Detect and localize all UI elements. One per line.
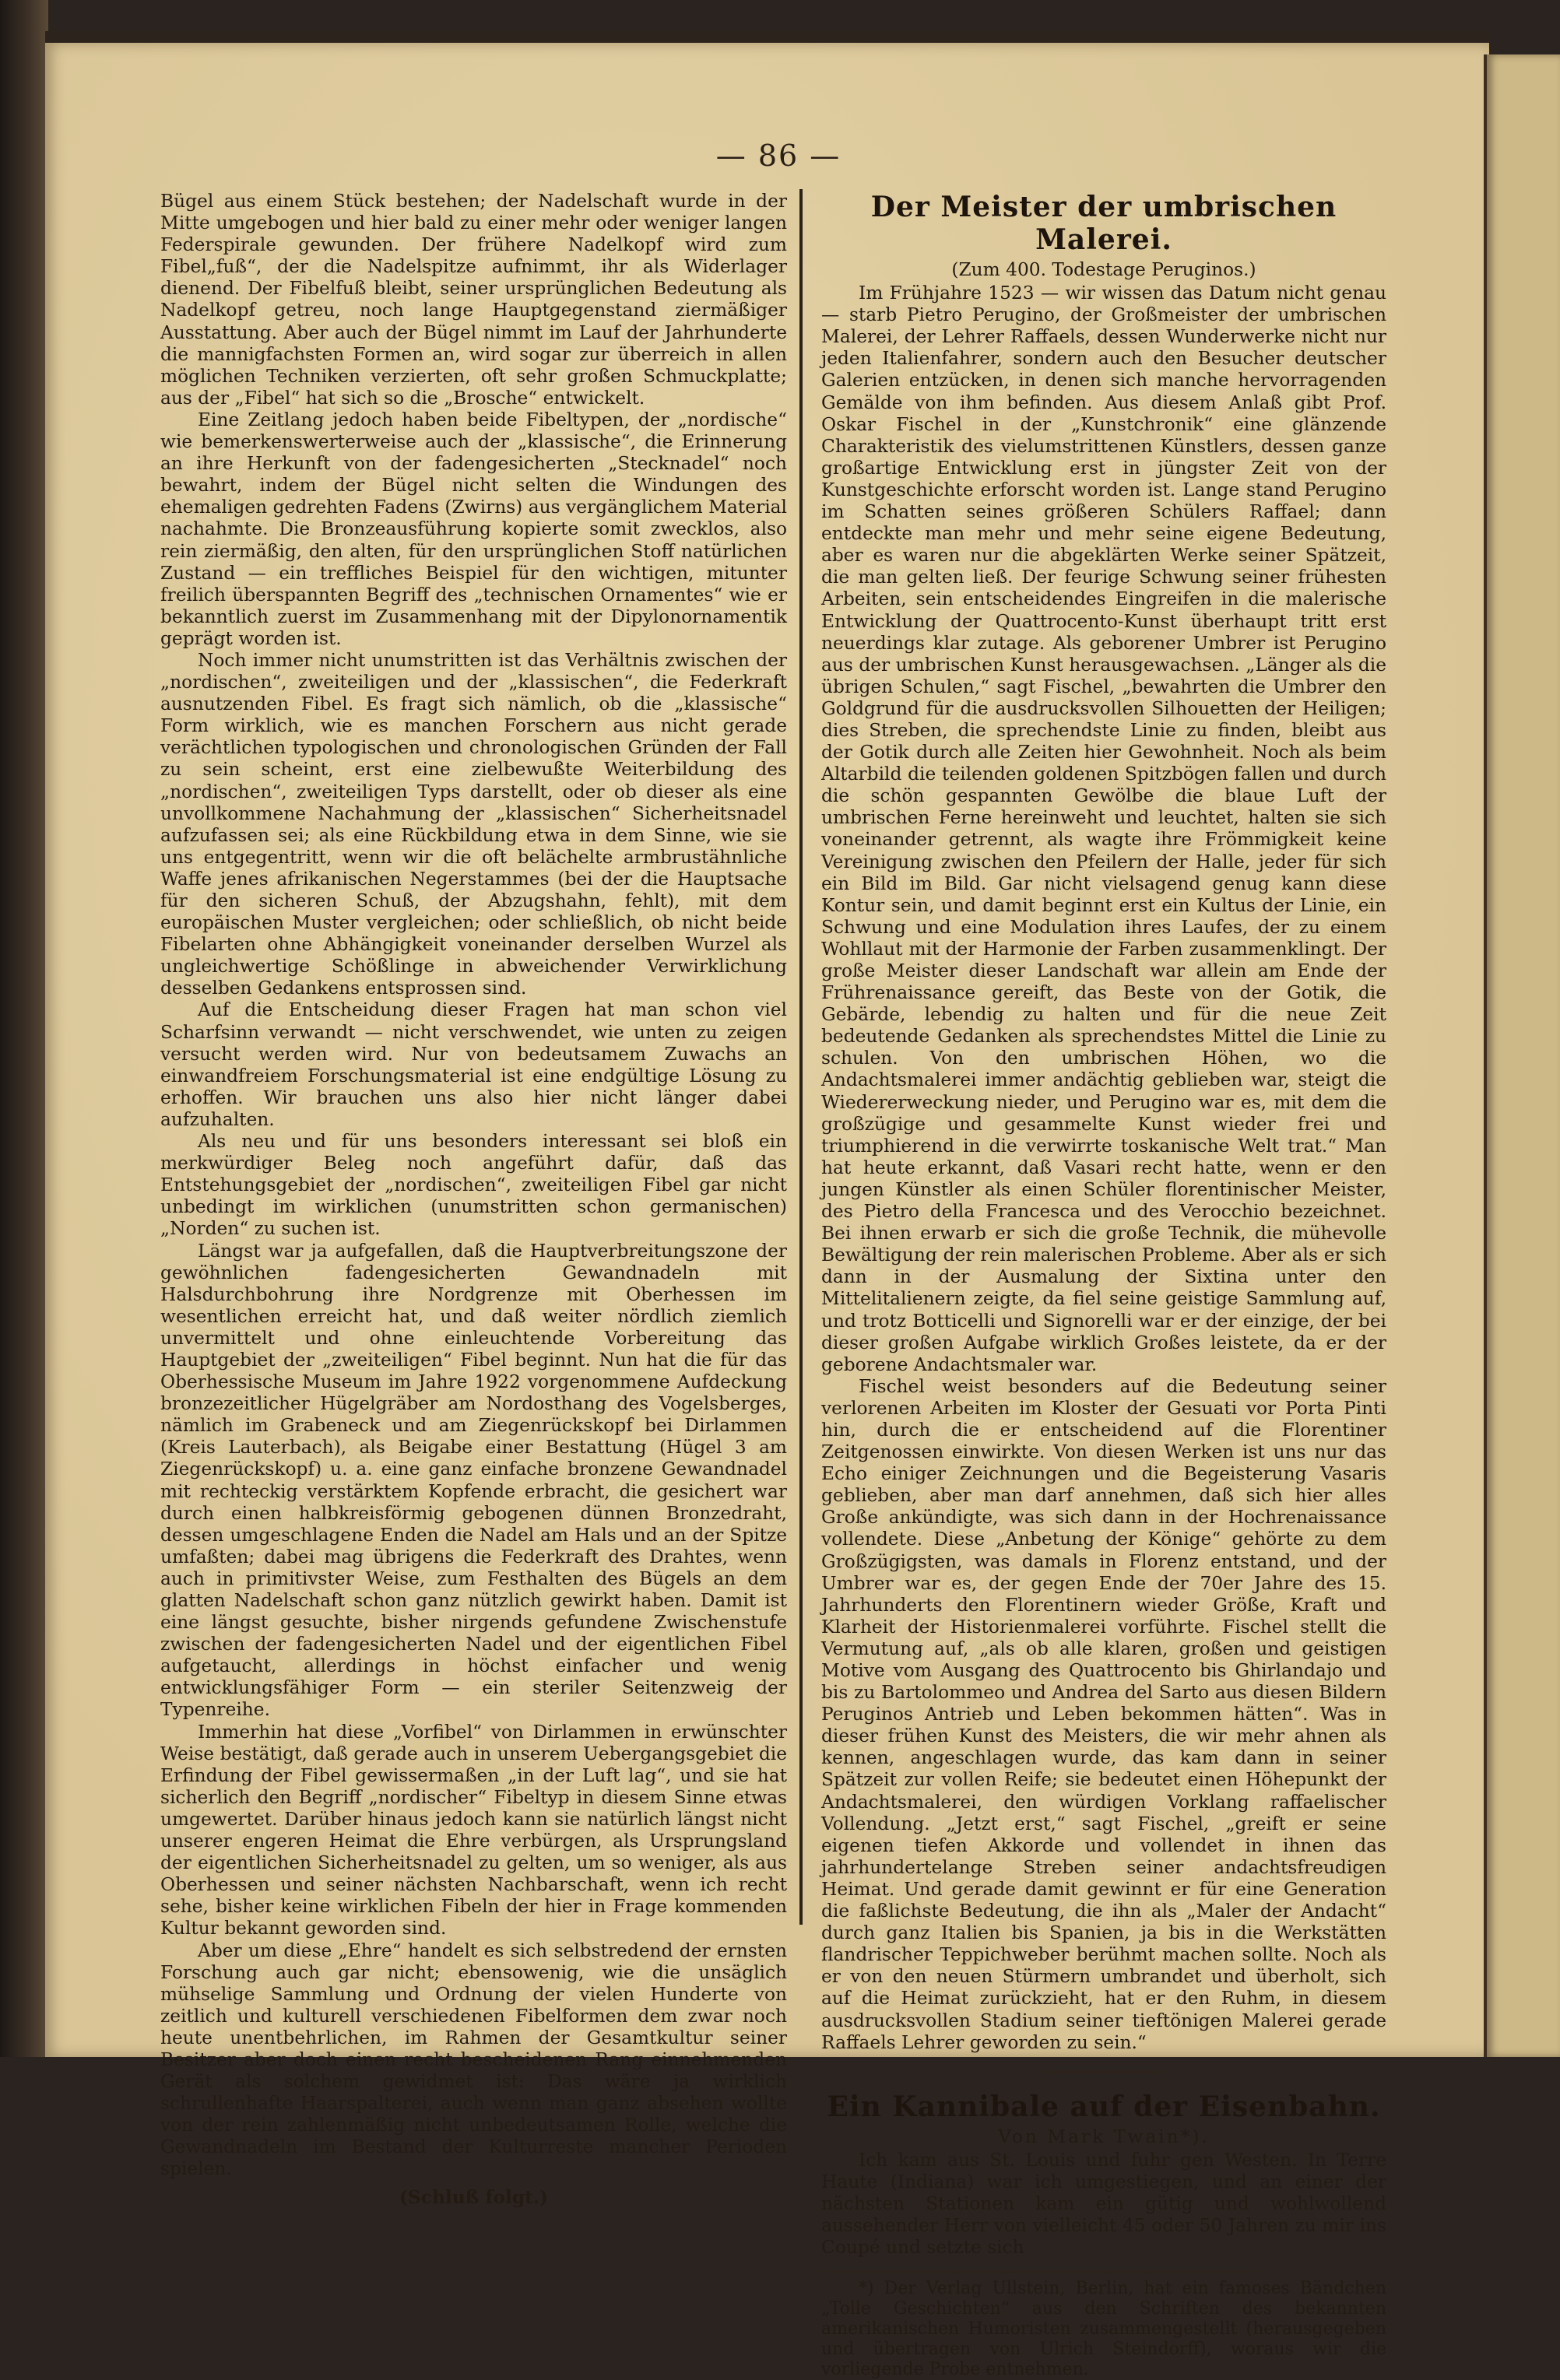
adjacent-page-edge (1484, 54, 1560, 2057)
footnote-rule (821, 2271, 1257, 2273)
continuation-note: (Schluß folgt.) (399, 2186, 549, 2208)
paragraph: Noch immer nicht unumstritten ist das Verhältnis zwischen der „nordischen“, zweiteiligen und der „klassischen“, die Federkraft ausnutzenden Fibel. Es fragt sich nämlich, ob die „klassische“ Form wirklich, wie es manchen Forschern aus nicht gerade verächtlichen typologischen und chronologischen Gründen der Fall zu sein scheint, erst eine zielbewußte Weiterbildung des „nordischen“, zweiteiligen Typs darstellt, oder ob dieser als eine unvollkommene Nachahmung der „klassischen“ Sicherheitsnadel aufzufassen sei; als eine Rückbildung etwa in dem Sinne, wie sie uns entgegentritt, wenn wir die oft belächelte armbrustähnliche Waffe jenes afrikanischen Negerstammes (bei der die Hauptsache für den sicheren Schuß, der Abzugshahn, fehlt), mit dem europäischen Muster vergleichen; oder schließlich, ob nicht beide Fibelarten ohne Abhängigkeit voneinander derselben Wurzel als ungleichwertige Schößlinge in abweichender Verwirklichung desselben Gedankens entsprossen sind. (160, 649, 787, 999)
paragraph: Fischel weist besonders auf die Bedeutung seiner verlorenen Arbeiten im Kloster der Gesuati vor Porta Pinti hin, durch die er entscheidend auf die Florentiner Zeitgenossen einwirkte. Von diesen Werken ist uns nur das Echo einiger Zeichnungen und die Begeisterung Vasaris geblieben, aber man darf annehmen, daß sich hier alles Große ankündigte, was sich dann in der Hochrenaissance vollendete. Diese „Anbetung der Könige“ gehörte zu dem Großzügigsten, was damals in Florenz entstand, und der Umbrer war es, der gegen Ende der 70er Jahre des 15. Jahrhunderts den Florentinern wieder Größe, Kraft und Klarheit der Historienmalerei vorführte. Fischel stellt die Vermutung auf, „als ob alle klaren, großen und geistigen Motive vom Ausgang des Quattrocento bis Ghirlandajo und bis zu Bartolommeo und Andrea del Sarto aus diesen Bildern Peruginos Antrieb und Leben bekommen hätten“. Was in dieser frühen Kunst des Meisters, die wir mehr ahnen als kennen, angeschlagen wurde, das kam dann in seiner Spätzeit zur vollen Reife; sie bedeutet einen Höhepunkt der Andachtsmalerei, den würdigen Vorklang raffaelischer Vollendung. „Jetzt erst,“ sagt Fischel, „greift er seine eigenen tiefen Akkorde und vollendet in ihnen das jahrhundertelange Streben seiner andachtsfreudigen Heimat. Und gerade damit gewinnt er für eine Generation die faßlichste Bedeutung, die ihn als „Maler der Andacht“ durch ganz Italien bis Spanien, ja bis in die Werkstätten flandrischer Teppichweber berühmt machen sollte. Noch als er von den neuen Stürmern umbrandet und überholt, sich auf die Heimat zurückzieht, hat er den Ruhm, in diesem ausdrucksvollen Stadium seiner tieftönigen Malerei gerade Raffaels Lehrer geworden zu sein.“ (821, 1375, 1386, 2053)
paragraph: Bügel aus einem Stück bestehen; der Nadelschaft wurde in der Mitte umgebogen und hier bald zu einer mehr oder weniger langen Federspirale gewunden. Der frühere Nadelkopf wird zum Fibel„fuß“, der die Nadelspitze aufnimmt, ihr als Widerlager dienend. Der Fibelfuß bleibt, seiner ursprünglichen Bedeutung als Nadelkopf getreu, noch lange Hauptgegenstand ziermäßiger Ausstattung. Aber auch der Bügel nimmt im Lauf der Jahrhunderte die mannigfachsten Formen an, wird sogar zur überreich in allen möglichen Techniken verzierten, oft sehr großen Schmuckplatte; aus der „Fibel“ hat sich so die „Brosche“ entwickelt. (160, 191, 787, 409)
right-column (821, 191, 1386, 2380)
article-subtitle: (Zum 400. Todestage Peruginos.) (951, 259, 1256, 280)
paragraph: Ich kam aus St. Louis und fuhr gen Westen. In Terre Haute (Indiana) war ich umgestiegen, und an einer der nächsten Stationen kam ein gütig und wohlwollend aussehender Herr von vielleicht 45 oder 50 Jahren zu mir ins Coupé und setzte sich (821, 2149, 1386, 2259)
paragraph: Als neu und für uns besonders interessant sei bloß ein merkwürdiger Beleg noch angeführt dafür, daß das Entstehungsgebiet der „nordischen“, zweiteiligen Fibel gar nicht unbedingt im wirklichen (unumstritten schon germanischen) „Norden“ zu suchen ist. (160, 1131, 787, 1240)
paragraph: Im Frühjahre 1523 — wir wissen das Datum nicht genau — starb Pietro Perugino, der Großmeister der umbrischen Malerei, der Lehrer Raffaels, dessen Wunderwerke nicht nur jeden Italienfahrer, sondern auch den Besucher deutscher Galerien entzücken, in denen sich manche hervorragenden Gemälde von ihm befinden. Aus diesem Anlaß gibt Prof. Oskar Fischel in der „Kunstchronik“ eine glänzende Charakteristik des vielumstrittenen Künstlers, dessen ganze großartige Entwicklung erst in jüngster Zeit von der Kunstgeschichte erforscht worden ist. Lange stand Perugino im Schatten seines größeren Schülers Raffael; dann entdeckte man mehr und mehr seine eigene Bedeutung, aber es waren nur die abgeklärten Werke seiner Spätzeit, die man gelten ließ. Der feurige Schwung seiner frühesten Arbeiten, sein entscheidendes Eingreifen in die malerische Entwicklung der Quattrocento-Kunst überhaupt tritt erst neuerdings klar zutage. Als geborener Umbrer ist Perugino aus der umbrischen Kunst herausgewachsen. „Länger als die übrigen Schulen,“ sagt Fischel, „bewahrten die Umbrer den Goldgrund für die ausdrucksvollen Silhouetten der Heiligen; dies Streben, die sprechendste Linie zu finden, bleibt aus der Gotik durch alle Zeiten hier Gewohnheit. Noch als beim Altarbild die teilenden goldenen Spitzbögen fallen und durch die schön gespannten Gewölbe die blaue Luft der umbrischen Ferne hereinweht und leuchtet, halten sie sich voneinander getrennt, als wagte ihre Frömmigkeit keine Vereinigung zwischen den Pfeilern der Halle, jeder für sich ein Bild im Bild. Gar nicht vielsagend genug kann diese Kontur sein, und damit beginnt erst ein Kultus der Linie, ein Schwung und eine Modulation ihres Laufes, der zu einem Wohllaut mit der Harmonie der Farben zusammenklingt. Der große Meister dieser Landschaft war allein am Ende der Frührenaissance gereift, das Beste von der Gotik, die Gebärde, lebendig zu halten und für die neue Zeit bedeutende Gedanken als sprechendstes Mittel die Linie zu schulen. Von den umbrischen Höhen, wo die Andachtsmalerei immer andächtig geblieben war, steigt die Wiedererweckung nieder, und Perugino war es, mit dem die großzügige und gesammelte Kunst wieder frei und triumphierend in die verwirrte toskanische Welt trat.“ Man hat heute erkannt, daß Vasari recht hatte, wenn er den jungen Künstler als einen Schüler florentinischer Meister, des Pietro della Francesca und des Verocchio bezeichnet. Bei ihnen erwarb er sich die große Technik, die mühevolle Bewältigung der rein malerischen Probleme. Aber als er sich dann in der Ausmalung der Sixtina unter den Mittelitalienern zeigte, da fiel seine geistige Sammlung auf, und trotz Botticelli und Signorelli war er der einzige, der bei dieser großen Aufgabe wirklich Großes leistete, da er der geborene Andachtsmaler war. (821, 283, 1386, 1375)
article-title: Der Meister der umbrischen Malerei. (870, 191, 1337, 256)
section-separator (1045, 2071, 1162, 2073)
paragraph: Immerhin hat diese „Vorfibel“ von Dirlammen in erwünschter Weise bestätigt, daß gerade auch in unserem Uebergangsgebiet die Erfindung der Fibel gewissermaßen „in der Luft lag“, und sie hat sicherlich den Begriff „nordischer“ Fibeltyp in diesem Sinne etwas umgewertet. Darüber hinaus jedoch kann sie natürlich längst nicht unserer engeren Heimat die Ehre verbürgen, als Ursprungsland der eigentlichen Sicherheitsnadel zu gelten, um so weniger, als aus Oberhessen und seiner nächsten Nachbarschaft, wenn ich recht sehe, bisher keine wirklichen Fibeln der hier in Frage kommenden Kultur bekannt geworden sind. (160, 1721, 787, 1939)
paragraph: Längst war ja aufgefallen, daß die Hauptverbreitungszone der gewöhnlichen fadengesicherten Gewandnadeln mit Halsdurchbohrung ihre Nordgrenze mit Oberhessen im wesentlichen erreicht hat, und daß weiter nördlich ziemlich unvermittelt und ohne einleuchtende Vorbereitung das Hauptgebiet der „zweiteiligen“ Fibel beginnt. Nun hat die für das Oberhessische Museum im Jahre 1922 vorgenommene Aufdeckung bronzezeitlicher Hügelgräber am Nordosthang des Vogelsberges, nämlich im Grabeneck und am Ziegenrückskopf bei Dirlammen (Kreis Lauterbach), als Beigabe einer Bestattung (Hügel 3 am Ziegenrückskopf) u. a. eine ganz einfache bronzene Gewandnadel mit rechteckig verstärktem Kopfende erbracht, die gesichert war durch einen halbkreisförmig gebogenen dünnen Bronzedraht, dessen umgeschlagene Enden die Nadel am Hals und an der Spitze umfaßten; dabei mag übrigens die Federkraft des Drahtes, wenn auch in primitivster Weise, zum Festhalten des Bügels an dem glatten Nadelschaft schon ganz nützlich gewirkt haben. Damit ist eine längst gesuchte, bisher nirgends gefundene Zwischenstufe zwischen der fadengesicherten Nadel und der eigentlichen Fibel aufgetaucht, allerdings in höchst einfacher und wenig entwicklungsfähiger Form — ein steriler Seitenzweig der Typenreihe. (160, 1240, 787, 1721)
book-binding (0, 0, 48, 2057)
footnote: *) Der Verlag Ullstein, Berlin, hat ein famoses Bändchen „Tolle Geschichten“ aus den Schriften des bekannten amerikanischen Humoristen zusammengestellt (herausgegeben und übertragen von Ulrich Steindorff), woraus wir die vorliegende Probe entnehmen. (821, 2279, 1386, 2380)
left-column (160, 191, 787, 2208)
article-title: Ein Kannibale auf der Eisenbahn. (827, 2090, 1381, 2123)
column-divider (799, 189, 803, 1925)
paragraph: Eine Zeitlang jedoch haben beide Fibeltypen, der „nordische“ wie bemerkenswerterweise auch der „klassische“, die Erinnerung an ihre Herkunft von der fadengesicherten „Stecknadel“ noch bewahrt, indem der Bügel nicht selten die Windungen des ehemaligen gedrehten Fadens (Zwirns) aus vergänglichem Material nachahmte. Die Bronzeausführung kopierte somit zwecklos, also rein ziermäßig, den alten, für den ursprünglichen Stoff natürlichen Zustand — ein treffliches Beispiel für den wichtigen, mitunter freilich überspannten Begriff des „technischen Ornamentes“ wie er bekanntlich zuerst im Zusammenhang mit der Dipylonornamentik geprägt worden ist. (160, 409, 787, 649)
paragraph: Aber um diese „Ehre“ handelt es sich selbstredend der ernsten Forschung auch gar nicht; ebensowenig, wie die unsäglich mühselige Sammlung und Ordnung der vielen Hunderte von zeitlich und kulturell verschiedenen Fibelformen dem zwar noch heute unentbehrlichen, im Rahmen der Gesamtkultur seiner Besitzer aber doch einen recht bescheidenen Rang einnehmenden Gerät als solchem gewidmet ist: Das wäre ja wirklich schrullenhafte Haarspalterei, auch wenn man ganz absehen wollte von der rein zahlenmäßig nicht unbedeutsamen Rolle, welche die Gewandnadeln im Bestand der Kulturreste mancher Perioden spielen. (160, 1939, 787, 2180)
article-byline: Von Mark Twain*). (998, 2126, 1210, 2147)
paragraph: Auf die Entscheidung dieser Fragen hat man schon viel Scharfsinn verwandt — nicht verschwendet, wie unten zu zeigen versucht werden wird. Nur von bedeutsamem Zuwachs an einwandfreiem Forschungsmaterial ist eine endgültige Lösung zu erhoffen. Wir brauchen uns also hier nicht länger dabei aufzuhalten. (160, 999, 787, 1130)
page-number: — 86 — (715, 139, 841, 173)
